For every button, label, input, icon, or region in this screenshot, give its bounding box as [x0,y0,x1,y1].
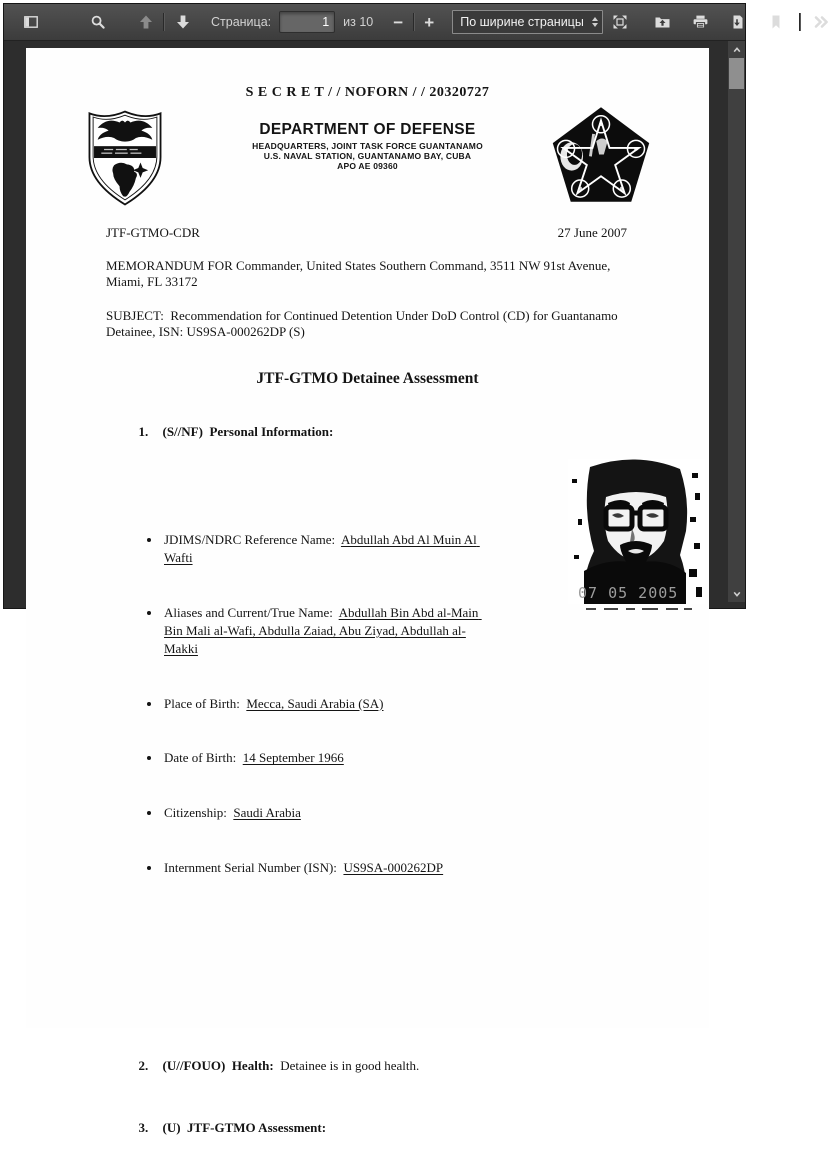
scroll-down-button[interactable] [728,585,745,602]
letterhead-line4: APO AE 09360 [337,161,398,171]
double-chevron-right-icon [812,14,830,30]
list-item: • JDIMS/NDRC Reference Name: Abdullah Abd Al Muin Al Wafti [162,531,480,567]
zoom-mode-value: По ширине страницы [460,15,584,29]
toolbar-separator [163,13,164,31]
page-number-label: Страница: [211,15,272,29]
memorandum-paragraph: MEMORANDUM FOR Commander, United States Southern Command, 3511 NW 91st Avenue, Miami, FL 33172 [106,258,614,290]
presentation-mode-button[interactable] [607,9,633,35]
scroll-up-button[interactable] [728,41,745,58]
zoom-out-button[interactable] [385,9,411,35]
toolbar-separator [413,13,414,31]
next-page-button[interactable] [170,9,196,35]
sidebar-toggle-button[interactable] [18,9,44,35]
zoom-in-button[interactable] [416,9,442,35]
personal-info-list [106,495,480,914]
minus-icon: − [393,12,404,32]
document-date: 27 June 2007 [557,225,627,240]
page-count-label: из 10 [343,15,374,29]
open-file-button[interactable] [649,9,675,35]
chevron-down-icon [733,590,741,598]
list-item: • Internment Serial Number (ISN): US9SA-000262DP [162,859,480,877]
list-item: • Place of Birth: Mecca, Saudi Arabia (SA) [162,695,480,713]
arrow-up-icon [138,14,154,30]
scrollbar-thumb[interactable] [729,58,744,89]
section-3-heading: (U) JTF-GTMO Assessment: [162,1119,327,1135]
office-symbol: JTF-GTMO-CDR [106,225,200,240]
letterhead-line2: HEADQUARTERS, JOINT TASK FORCE GUANTANAMO [252,141,483,151]
southcom-shield-seal [84,107,166,213]
page-number-input[interactable] [279,11,335,33]
letterhead [26,105,709,213]
section-1-number: 1. [138,424,149,440]
zoom-mode-select[interactable] [452,10,603,34]
section-1 [26,408,709,1028]
search-icon [90,14,106,30]
folder-open-icon [654,14,671,30]
letterhead-line1: DEPARTMENT OF DEFENSE [259,121,476,138]
letterhead-line3: U.S. NAVAL STATION, GUANTANAMO BAY, CUBA [263,151,472,161]
section-2-heading: (U//FOUO) Health: [162,1057,274,1073]
search-button[interactable] [85,9,111,35]
download-document-icon [730,14,746,30]
arrow-down-icon [175,14,191,30]
pdf-viewer-window [3,3,746,1135]
sidebar-icon [23,14,39,30]
detainee-photo [568,427,705,632]
list-item: • Date of Birth: 14 September 1966 [162,749,480,767]
chevron-up-icon [733,46,741,54]
section-1-body [106,457,679,995]
bookmark-button[interactable] [763,9,789,35]
plus-icon: + [424,12,435,32]
list-item: • Citizenship: Saudi Arabia [162,804,480,822]
download-button[interactable] [725,9,751,35]
section-3 [26,1103,709,1152]
classification-banner: S E C R E T / / NOFORN / / 20320727 [245,85,490,100]
viewer-area[interactable] [4,41,745,1135]
meta-row [26,225,709,241]
print-button[interactable] [687,9,713,35]
previous-page-button[interactable] [133,9,159,35]
bookmark-icon [769,14,783,30]
section-1-heading: (S//NF) Personal Information: [162,424,334,440]
list-item: • Aliases and Current/True Name: Abdullah Bin Abd al-Main Bin Mali al-Wafi, Abdulla Zaiad, Abu Ziyad, Abdullah al-Makki [162,604,480,658]
photo-date-stamp: 07 05 2005 [578,584,679,603]
expand-arrows-icon [612,14,628,30]
document-title: JTF-GTMO Detainee Assessment [256,370,479,387]
select-spinner-icon [592,17,598,27]
section-3-number: 3. [138,1119,149,1135]
section-2-number: 2. [138,1057,149,1073]
letterhead-text [252,121,483,171]
toolbar [4,4,745,41]
section-2-text: Detainee is in good health. [273,1057,420,1073]
printer-icon [692,14,709,30]
more-tools-button[interactable] [808,9,834,35]
jtf-gtmo-pentagon-seal [549,105,653,209]
toolbar-separator [799,13,800,31]
vertical-scrollbar[interactable] [728,41,745,602]
subject-paragraph: SUBJECT: Recommendation for Continued Detention Under DoD Control (CD) for Guantanamo Detainee, ISN: US9SA-000262DP (S) [106,307,621,339]
section-2 [26,1042,709,1091]
document-page [26,48,709,1135]
